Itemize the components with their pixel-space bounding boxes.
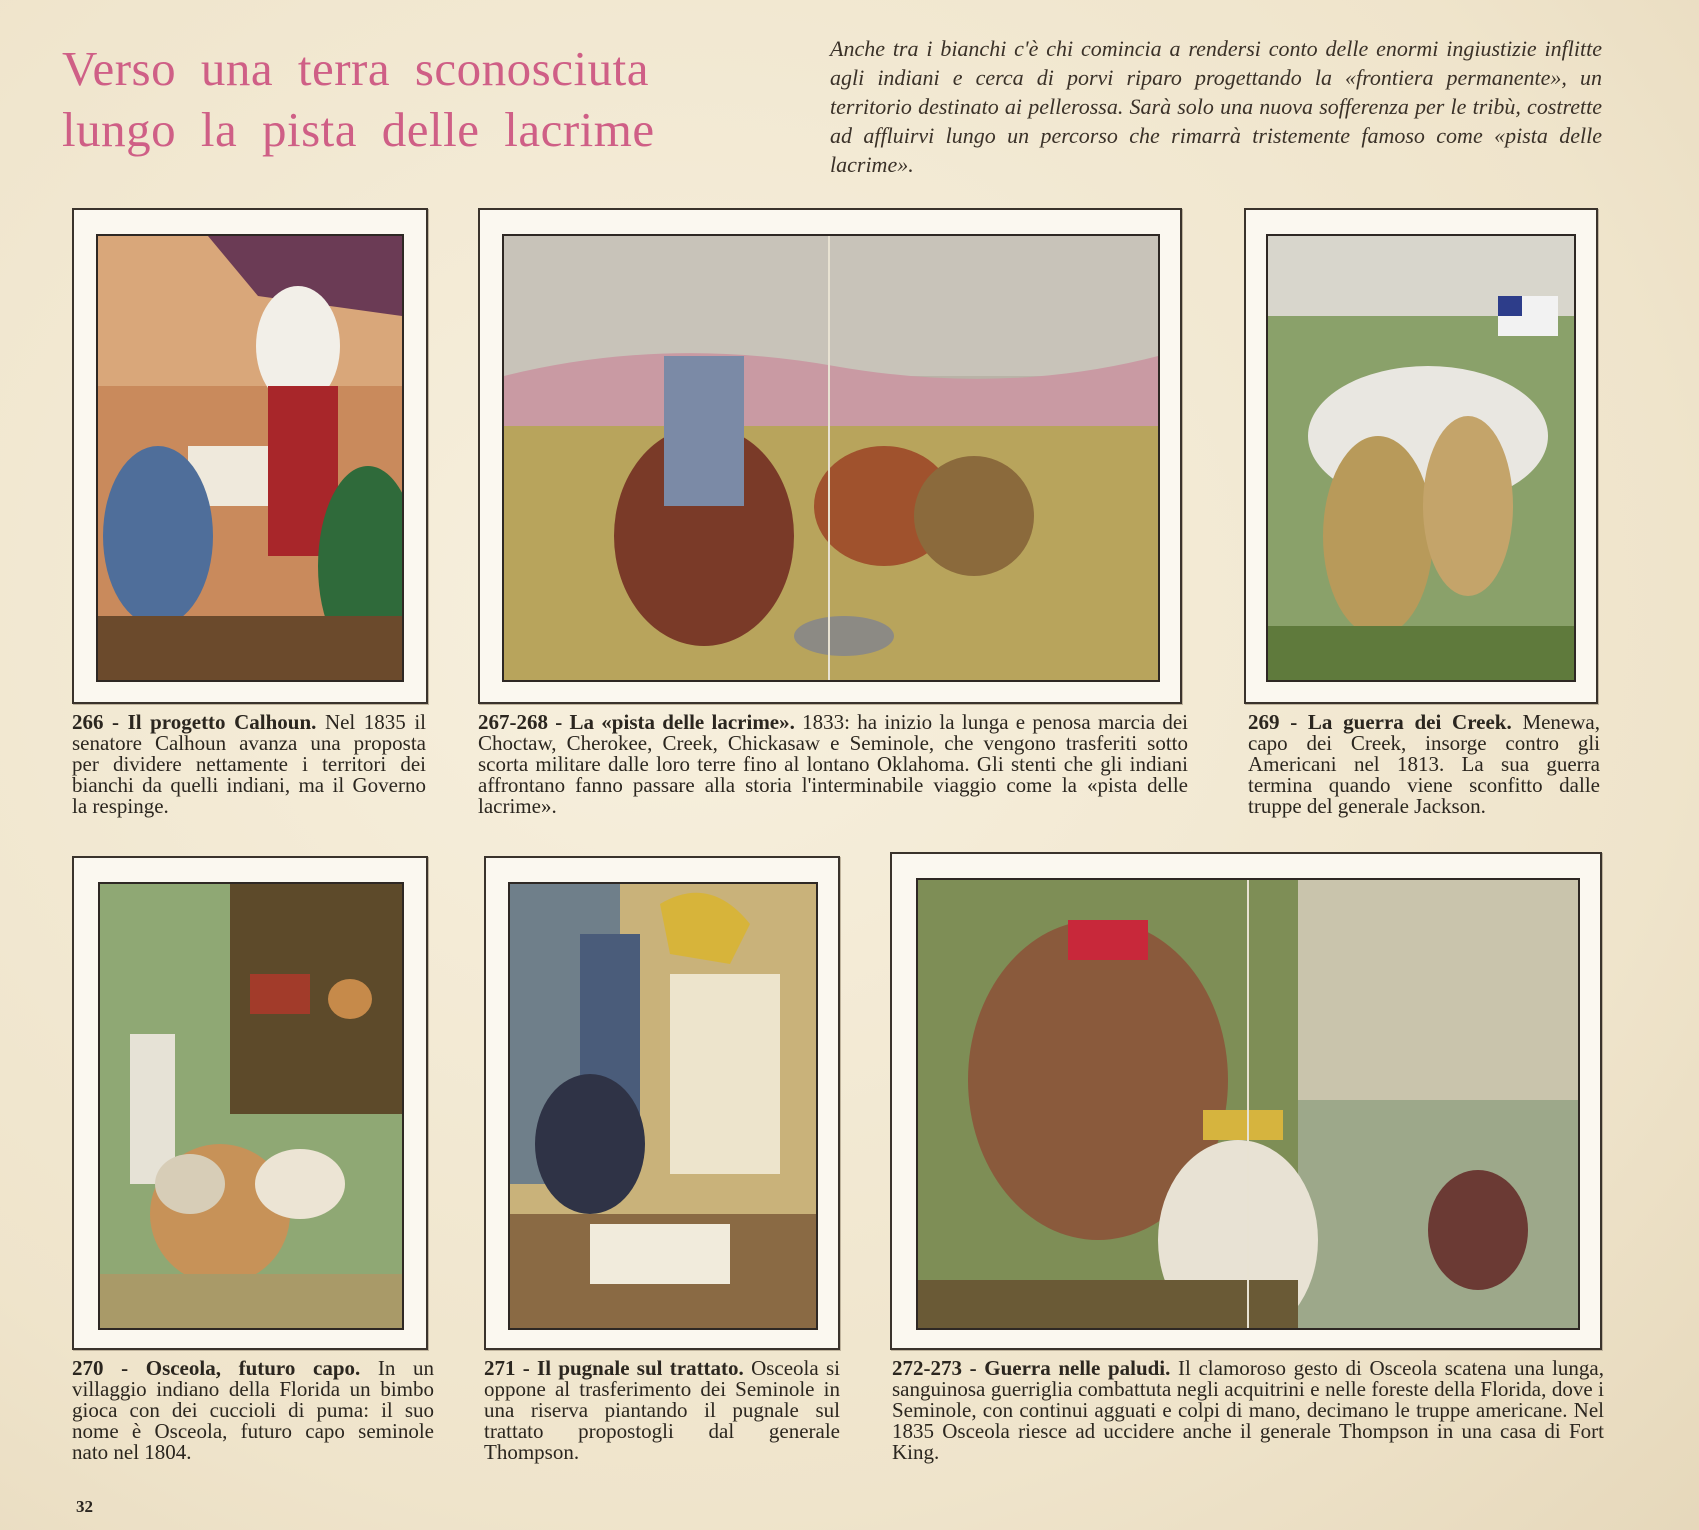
card-269: [1244, 208, 1598, 704]
page-title: [62, 38, 762, 160]
caption-272-273: 272-273 - Guerra nelle paludi. Il clamoroso gesto di Osceola scatena una lunga, sanguinosa guerriglia combattuta negli acquitrini e nelle foreste della Florida, dove i Seminole, con continui agguati e colpi di mano, decimano le truppe americane. Nel 1835 Osceola riesce ad uccidere anche il generale Thompson in una casa di Fort King.: [892, 1356, 1604, 1464]
card-271: [484, 856, 840, 1350]
caption-270: 270 - Osceola, futuro capo. In un villaggio indiano della Florida un bimbo gioca con dei cuccioli di puma: il suo nome è Osceola, futuro capo seminole nato nel 1804.: [72, 1356, 434, 1464]
illustration-trail-of-tears: [502, 234, 1160, 682]
illustration-calhoun: [96, 234, 404, 682]
caption-title: Il pugnale sul trattato.: [537, 1356, 744, 1380]
caption-text: In un villaggio indiano della Florida un bimbo gioca con dei cuccioli di puma: il suo nome è Osceola, futuro capo seminole nato nel 1804.: [72, 1356, 434, 1464]
title-line-1: Verso una terra sconosciuta: [62, 41, 649, 96]
caption-267-268: 267-268 - La «pista delle lacrime». 1833: ha inizio la lunga e penosa marcia dei Choctaw, Cherokee, Creek, Chickasaw e Seminole, che vengono trasferiti sotto scorta militare dalle loro terre fino al lontano Oklahoma. Gli stenti che gli indiani affrontano fanno passare alla storia l'interminabile viaggio come la «pista delle lacrime».: [478, 710, 1188, 818]
intro-text: Anche tra i bianchi c'è chi comincia a rendersi conto delle enormi ingiustizie inflitte agli indiani e cerca di porvi riparo progettando la «frontiera permanente», un territorio destinato ai pellerossa. Sarà solo una nuova sofferenza per le tribù, costrette ad affluirvi lungo un percorso che rimarrà tristemente famoso come «pista delle lacrime».: [830, 36, 1602, 177]
caption-number: 267-268: [478, 710, 548, 734]
page-number: 32: [76, 1497, 93, 1516]
illustration-dagger-treaty: [508, 882, 818, 1330]
caption-text: 1833: ha inizio la lunga e penosa marcia dei Choctaw, Cherokee, Creek, Chickasaw e Seminole, che vengono trasferiti sotto scorta militare dalle loro terre fino al lontano Oklahoma. Gli stenti che gli indiani affrontano fanno passare alla storia l'interminabile viaggio come la «pista delle lacrime».: [478, 710, 1188, 818]
illustration-young-osceola: [98, 882, 404, 1330]
caption-title: Guerra nelle paludi.: [984, 1356, 1171, 1380]
card-272-273: [890, 852, 1602, 1350]
illustration-creek-war: [1266, 234, 1576, 682]
caption-number: 266: [72, 710, 104, 734]
caption-text: Menewa, capo dei Creek, insorge contro gli Americani nel 1813. La sua guerra termina quando viene sconfitto dalle truppe del generale Jackson.: [1248, 710, 1600, 818]
card-270: [72, 856, 428, 1350]
caption-number: 271: [484, 1356, 516, 1380]
caption-number: 272-273: [892, 1356, 962, 1380]
caption-266: 266 - Il progetto Calhoun. Nel 1835 il senatore Calhoun avanza una proposta per dividere nettamente i territori dei bianchi da quelli indiani, ma il Governo la respinge.: [72, 710, 427, 818]
caption-text: Nel 1835 il senatore Calhoun avanza una proposta per dividere nettamente i territori dei bianchi da quelli indiani, ma il Governo la respinge.: [72, 710, 427, 818]
caption-title: Osceola, futuro capo.: [145, 1356, 361, 1380]
card-266: [72, 208, 428, 704]
card-267-268: [478, 208, 1182, 704]
caption-number: 269: [1248, 710, 1280, 734]
caption-271: 271 - Il pugnale sul trattato. Osceola si oppone al trasferimento dei Seminole in una riserva piantando il pugnale sul trattato propostogli dal generale Thompson.: [484, 1356, 840, 1464]
caption-text: Osceola si oppone al trasferimento dei Seminole in una riserva piantando il pugnale sul trattato propostogli dal generale Thompson.: [484, 1356, 840, 1464]
caption-text: Il clamoroso gesto di Osceola scatena una lunga, sanguinosa guerriglia combattuta negli acquitrini e nelle foreste della Florida, dove i Seminole, con continui agguati e colpi di mano, decimano le truppe americane. Nel 1835 Osceola riesce ad uccidere anche il generale Thompson in una casa di Fort King.: [892, 1356, 1604, 1464]
title-line-2: lungo la pista delle lacrime: [62, 102, 655, 157]
caption-title: La guerra dei Creek.: [1307, 710, 1512, 734]
caption-title: Il progetto Calhoun.: [127, 710, 317, 734]
caption-number: 270: [72, 1356, 104, 1380]
caption-title: La «pista delle lacrime».: [569, 710, 795, 734]
caption-269: 269 - La guerra dei Creek. Menewa, capo dei Creek, insorge contro gli Americani nel 1813. La sua guerra termina quando viene sconfitto dalle truppe del generale Jackson.: [1248, 710, 1600, 818]
illustration-swamp-war: [916, 878, 1580, 1330]
